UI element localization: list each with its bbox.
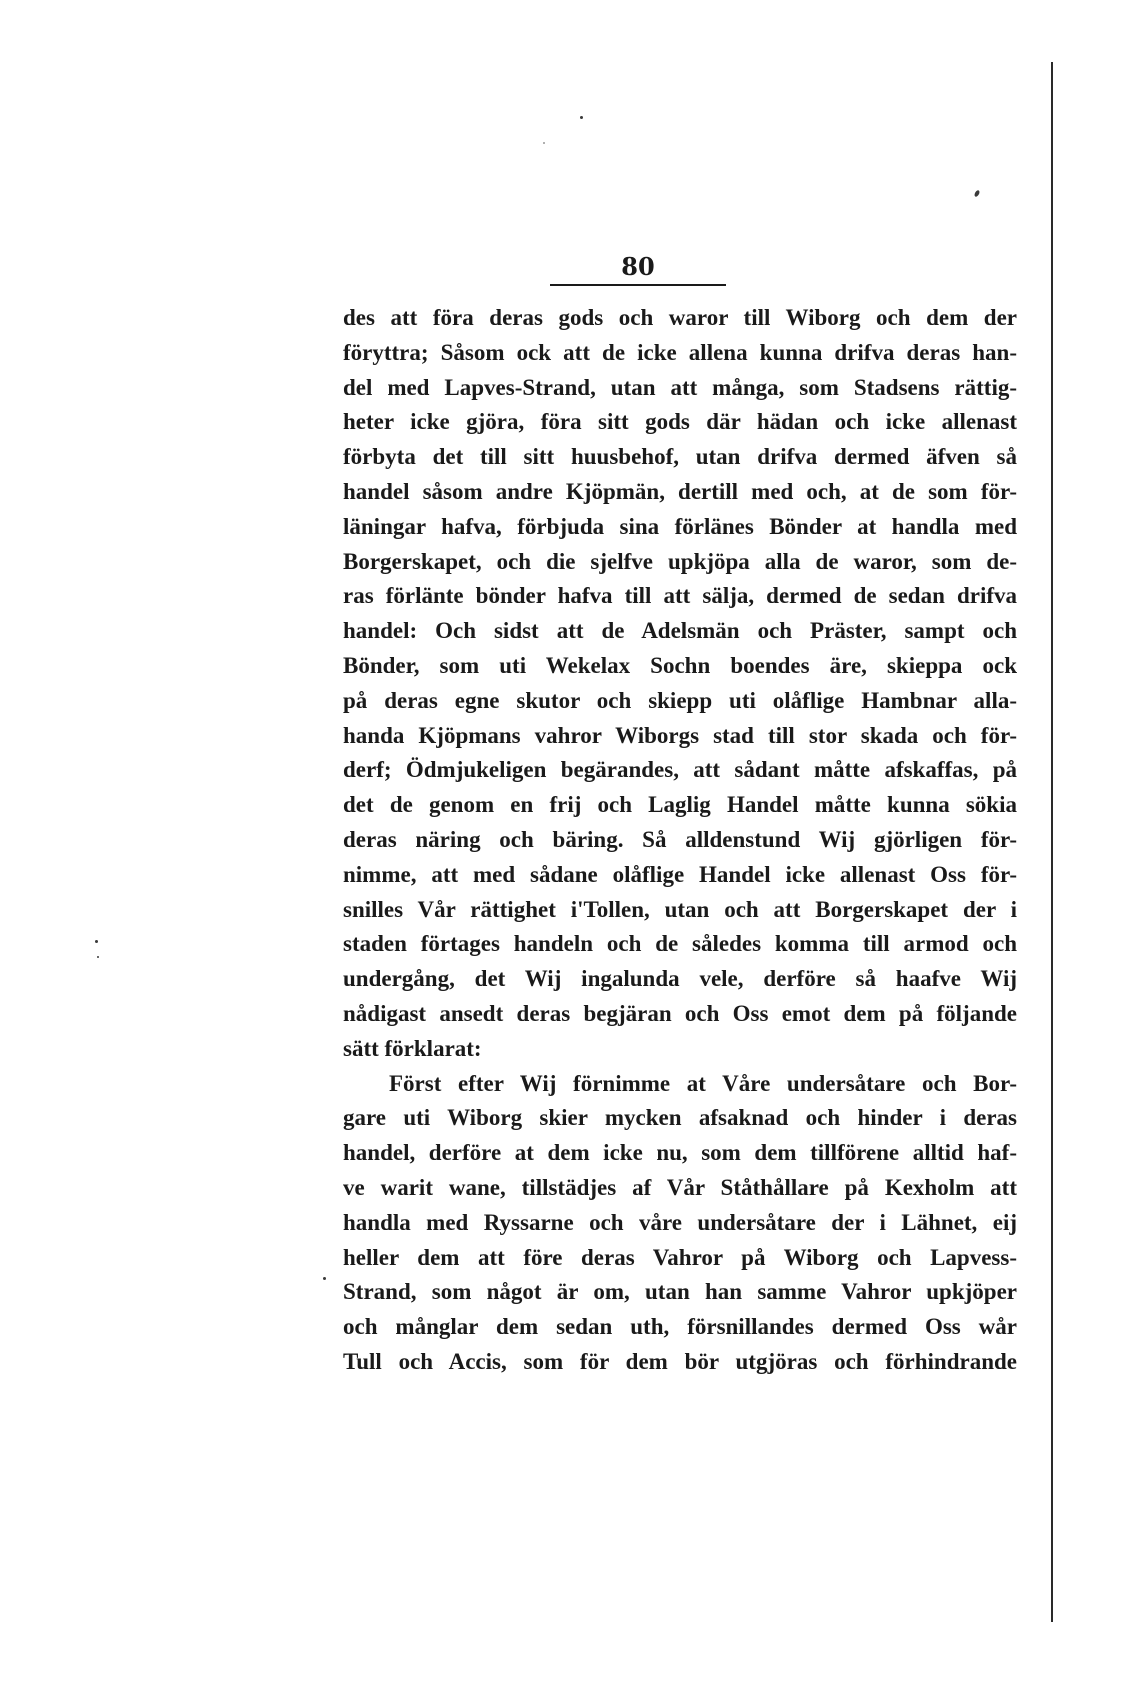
text-line: Först efter Wij förnimme at Våre undersåtare och Bor- xyxy=(389,1070,1017,1096)
text-line: heller dem att före deras Vahror på Wiborg och Lapvess- xyxy=(343,1244,1017,1270)
text-line: Borgerskapet, och die sjelfve upkjöpa alla de waror, som de- xyxy=(343,548,1017,574)
text-line: undergång, det Wij ingalunda vele, derföre så haafve Wij xyxy=(343,966,1017,992)
ink-speck xyxy=(95,940,98,943)
text-line: läningar hafva, förbjuda sina förlänes Bönder at handla med xyxy=(343,513,1017,539)
text-line: handel: Och sidst att de Adelsmän och Präster, sampt och xyxy=(343,618,1017,644)
text-line: på deras egne skutor och skiepp uti olåflige Hambnar alla- xyxy=(343,687,1017,713)
text-line: förbyta det till sitt huusbehof, utan drifva dermed äfven så xyxy=(343,444,1017,470)
text-line: ras förlänte bönder hafva till att sälja, dermed de sedan drifva xyxy=(343,583,1017,609)
text-line: handel såsom andre Kjöpmän, dertill med och, at de som för- xyxy=(343,478,1017,504)
page-edge-rule xyxy=(1051,62,1053,1622)
text-line: Strand, som något är om, utan han samme Vahror upkjöper xyxy=(343,1279,1017,1305)
body-text xyxy=(343,301,1017,1380)
page-number-rule xyxy=(550,284,726,286)
text-line: det de genom en frij och Laglig Handel måtte kunna sökia xyxy=(343,792,1017,818)
text-line: handel, derföre at dem icke nu, som dem tillförene alltid haf- xyxy=(343,1140,1017,1166)
text-line: heter icke gjöra, föra sitt gods där hädan och icke allenast xyxy=(343,409,1017,435)
text-line: och månglar dem sedan uth, försnillandes dermed Oss wår xyxy=(343,1314,1017,1340)
ink-speck xyxy=(323,1277,326,1280)
ink-speck xyxy=(97,956,99,958)
ink-speck xyxy=(543,142,545,144)
text-line: handla med Ryssarne och våre undersåtare der i Lähnet, eij xyxy=(343,1209,1017,1235)
text-line: gare uti Wiborg skier mycken afsaknad och hinder i deras xyxy=(343,1105,1017,1131)
page-number: 80 xyxy=(621,252,655,281)
text-line: handa Kjöpmans vahror Wiborgs stad till stor skada och för- xyxy=(343,722,1017,748)
ink-speck xyxy=(580,116,583,119)
ink-speck xyxy=(974,189,981,197)
text-line: derf; Ödmjukeligen begärandes, att sådant måtte afskaffas, på xyxy=(343,757,1017,783)
text-line: nådigast ansedt deras begjäran och Oss emot dem på följande xyxy=(343,1000,1017,1026)
text-line: deras näring och bäring. Så alldenstund Wij gjörligen för- xyxy=(343,826,1017,852)
text-line: föryttra; Såsom ock att de icke allena kunna drifva deras han- xyxy=(343,339,1017,365)
text-line: del med Lapves-Strand, utan att många, som Stadsens rättig- xyxy=(343,374,1017,400)
text-line: Tull och Accis, som för dem bör utgjöras och förhindrande xyxy=(343,1348,1017,1374)
text-line: sätt förklarat: xyxy=(343,1035,482,1061)
text-line: des att föra deras gods och waror till Wiborg och dem der xyxy=(343,305,1017,330)
text-line: staden förtages handeln och de således komma till armod och xyxy=(343,931,1017,957)
text-line: Bönder, som uti Wekelax Sochn boendes äre, skieppa ock xyxy=(343,652,1017,678)
text-line: nimme, att med sådane olåflige Handel icke allenast Oss för- xyxy=(343,861,1017,887)
text-line: ve warit wane, tillstädjes af Vår Ståthållare på Kexholm att xyxy=(343,1174,1017,1200)
text-line: snilles Vår rättighet i'Tollen, utan och att Borgerskapet der i xyxy=(343,896,1017,922)
